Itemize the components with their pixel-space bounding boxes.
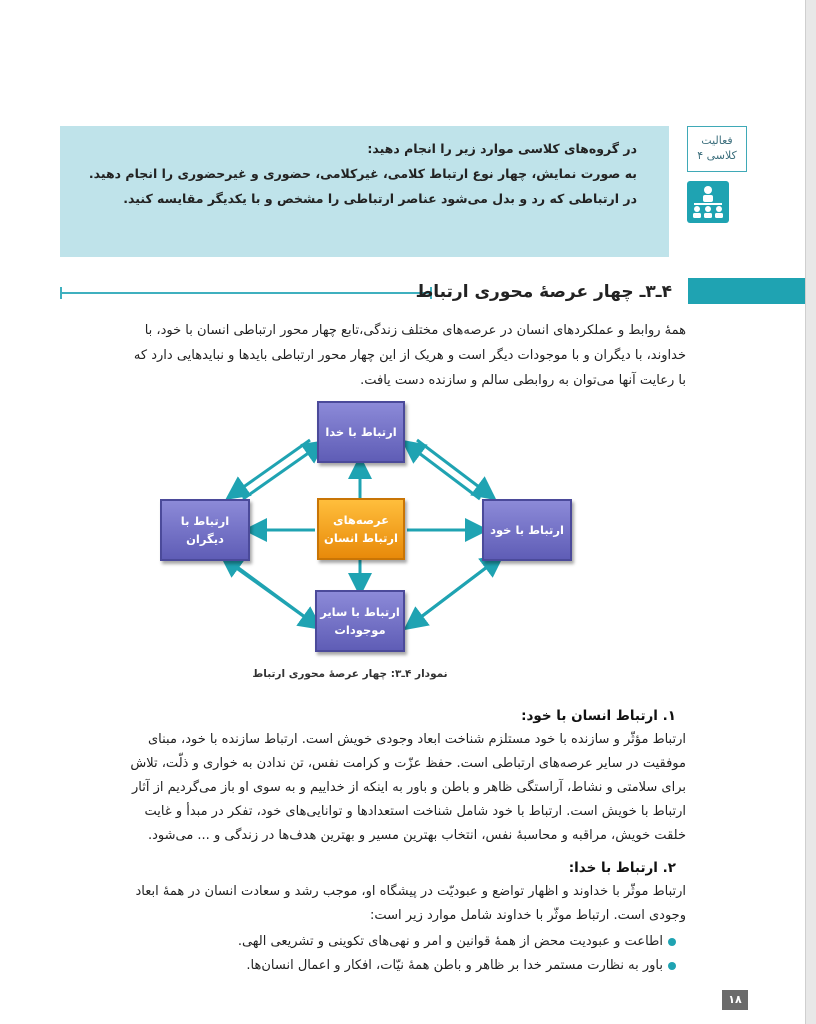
activity-line: در ارتباطی که رد و بدل می‌شود عناصر ارتباطی را مشخص و با یکدیگر مقایسه کنید. (123, 191, 637, 206)
heading-rule-cap (60, 287, 62, 299)
node-others-line1: ارتباط با (180, 514, 230, 528)
node-others-line2: دیگران (186, 532, 224, 546)
arrow-bottom-left (229, 561, 305, 617)
intro-line: خداوند، با دیگران و با موجودات دیگر است و هریک از این چهار محور ارتباطی بایدها و نبایدهایی دارد که (133, 348, 686, 363)
page-number: ۱۸ (722, 990, 748, 1010)
activity-line: در گروه‌های کلاسی موارد زیر را انجام دهید: (367, 141, 637, 156)
node-creatures-line1: ارتباط با سایر (320, 605, 400, 619)
part2-paragraph (62, 880, 686, 928)
node-creatures (315, 590, 405, 652)
part1-paragraph (62, 728, 686, 848)
bullet-dot-icon (668, 962, 676, 970)
node-self-label: ارتباط با خود (490, 523, 564, 537)
node-center-line1: عرصه‌های (333, 513, 389, 527)
page-edge (805, 0, 816, 1024)
arrow-bottom-right (421, 561, 495, 617)
intro-line: با رعایت آنها می‌توان به روابطی سالم و سازنده دست یافت. (360, 373, 686, 388)
arrow-left-top (243, 447, 317, 499)
part1-line: ارتباط با خویش است. ارتباط با خود شامل شناخت استعدادها و توانایی‌های خود، تفکر در مبدأ و غایت (144, 804, 686, 819)
activity-line: به صورت نمایش، چهار نوع ارتباط کلامی، غیرکلامی، حضوری و غیرحضوری را انجام دهید. (88, 166, 637, 181)
part2-bullet (238, 930, 676, 954)
section-heading (60, 278, 680, 308)
part1-line: خلقت خویش، مراقبه و محاسبهٔ نفس، انتخاب بهترین مسیر و بهترین هدف‌ها در زندگی و ... می‌شود. (147, 828, 686, 843)
node-center (317, 498, 405, 560)
part1-line: ارتباط مؤثّر و سازنده با خود مستلزم شناخت ابعاد وجودی خویش است. ارتباط سازنده با خود، مبنای (147, 732, 686, 747)
part2-line: وجودی است. ارتباط موثّر با خداوند شامل موارد زیر است: (370, 908, 686, 923)
activity-box (60, 126, 669, 257)
part2-line: ارتباط موثّر با خداوند و اظهار تواضع و عبودیّت در پیشگاه او، موجب رشد و سعادت انسان در همهٔ ابعاد (135, 884, 686, 899)
part2-heading: ۲. ارتباط با خدا: (568, 860, 676, 876)
relation-diagram (155, 395, 575, 665)
heading-band (688, 278, 816, 304)
diagram-caption: نمودار ۴ـ۳: چهار عرصهٔ محوری ارتباط (252, 668, 448, 680)
group-people-icon (687, 181, 729, 223)
activity-label-line1: فعالیت (701, 134, 733, 147)
intro-paragraph (62, 318, 686, 393)
node-god-label: ارتباط با خدا (325, 425, 397, 439)
activity-label-line2: کلاسی ۴ (697, 149, 737, 162)
node-self (482, 499, 572, 561)
arrow-top-right (417, 440, 487, 493)
bullet-dot-icon (668, 938, 676, 946)
heading-rule (60, 292, 432, 294)
node-center-line2: ارتباط انسان (324, 531, 398, 545)
intro-line: همهٔ روابط و عملکردهای انسان در عرصه‌های مختلف زندگی،تابع چهار محور ارتباطی انسان با خود، با (144, 323, 686, 338)
section-title: ۴ـ۳ـ چهار عرصهٔ محوری ارتباط (415, 282, 672, 302)
node-others (160, 499, 250, 561)
part1-line: موفقیت در سایر عرصه‌های ارتباطی است. حفظ عزّت و کرامت نفس، تن ندادن به خواری و ذلّت، تلاش (130, 756, 686, 771)
node-creatures-line2: موجودات (334, 623, 386, 637)
arrow-right-top (411, 447, 480, 499)
part2-bullet-text: اطاعت و عبودیت محض از همهٔ قوانین و امر و نهی‌های تکوینی و تشریعی الهی. (237, 934, 663, 949)
part1-heading: ۱. ارتباط انسان با خود: (521, 708, 676, 724)
activity-label (687, 126, 747, 172)
node-god (317, 401, 405, 463)
arrow-top-left (235, 440, 310, 493)
part1-line: برای سلامتی و نشاط، آراستگی ظاهر و باطن و باور به اینکه از خداییم و به سوی او باز می‌گردیم از آثار (132, 780, 686, 795)
part2-bullet (246, 954, 676, 978)
part2-bullet-text: باور به نظارت مستمر خدا بر ظاهر و باطن همهٔ نیّات، افکار و اعمال انسان‌ها. (246, 958, 663, 973)
